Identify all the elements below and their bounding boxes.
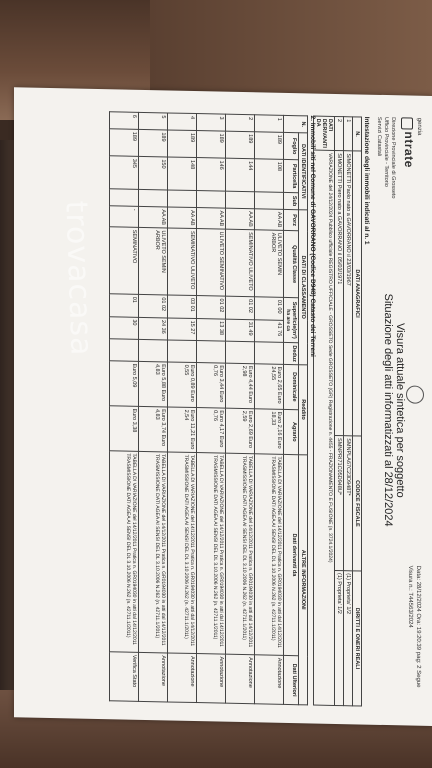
parcel-qualita: ULIVETO SEMIN ARBOR (139, 227, 168, 295)
owners-col-n: N. (353, 117, 362, 151)
parcel-agrario: Euro 3,38 (110, 405, 139, 451)
parcel-ulteriori: Annotazione (168, 653, 197, 703)
owner-name: SIMONETTI Paolo nato a GAVORRANO il 23/03/1967 (344, 151, 353, 436)
logo-icon (401, 117, 413, 129)
parcel-deduz (139, 340, 168, 362)
col-porz: Porz (284, 209, 299, 230)
parcel-n: 6 (110, 112, 139, 130)
section1-title: Intestazione degli immobili indicati al n. 1 (363, 116, 370, 245)
parcel-derivanti: TABELLA DI VARIAZIONE del 14/12/2011 Pratica n. GR0194030 in atti dal 14/12/2011 TRASMISSIONE DATI AGEA AI SENSI DEL DL 3.10.2006 N.262 (n. 42711.1/2011) (255, 454, 284, 656)
parcel-agrario: Euro 2,69 Euro 2,59 (226, 408, 255, 454)
parcel-sup-ca: 41 76 (255, 319, 284, 342)
parcel-n: 4 (168, 113, 197, 131)
parcel-sup-ha: 01 (110, 294, 139, 317)
table-row (344, 117, 353, 706)
parcel-sup-ha: 01 02 (226, 296, 255, 319)
title-text: Visura attuale sintetica per soggetto (394, 322, 406, 498)
parcel-particella: 150 (139, 156, 168, 190)
parcel-sup-ca: 24 36 (139, 317, 168, 340)
parcel-deduz (168, 340, 197, 362)
parcel-porz: AA AB (139, 206, 168, 228)
parcel-sub (139, 189, 168, 207)
parcel-derivanti: TABELLA DI VARIAZIONE del 14/12/2011 Pratica n. GR0194030 in atti dal 14/12/2011 TRASMISSIONE DATI AGEA AI SENSI DEL DL 3.10.2006 N.262 (n. 42711.1/2011) (139, 451, 168, 653)
col-particella: Particella (284, 159, 299, 192)
col-superficie (284, 297, 299, 343)
parcels-body (110, 112, 284, 705)
col-superficie-units: ha are ca (285, 309, 291, 332)
parcel-ulteriori: Annotazione (197, 654, 226, 704)
parcel-foglio: 189 (139, 129, 168, 157)
parcel-qualita: SEMINATIVO ULIVETO (226, 229, 255, 297)
parcel-porz: AA AB (168, 207, 197, 229)
document-photo (14, 96, 432, 726)
seal-icon (406, 385, 424, 403)
group-classamento: DATI DI CLASSAMENTO (299, 210, 308, 365)
parcel-deduz (197, 341, 226, 363)
parcel-foglio: 189 (255, 132, 284, 160)
parcel-n: 1 (255, 115, 284, 133)
watermark: trovacasa (58, 200, 99, 357)
owners-col-diritti: DIRITTI E ONERI REALI (353, 571, 362, 706)
owners-header-row (353, 117, 362, 706)
parcel-sup-ca: 30 (110, 316, 139, 339)
parcel-qualita: SEMINATIVO (110, 227, 139, 295)
parcel-agrario: Euro 11,21 Euro 2,54 (168, 407, 197, 453)
parcel-sup-ha: 01 02 (139, 294, 168, 317)
parcel-foglio: 189 (197, 131, 226, 159)
owners-col-cf: CODICE FISCALE (353, 436, 362, 571)
date-block (406, 565, 422, 687)
parcel-n: 5 (139, 112, 168, 130)
parcels-group-row (299, 116, 308, 705)
table-row (255, 115, 284, 705)
parcel-sub (255, 192, 284, 210)
parcel-dominicale: Euro 2,65 Euro 24,55 (255, 364, 284, 410)
col-sub: Sub (284, 192, 299, 209)
parcel-sub (226, 191, 255, 209)
col-dominicale: Dominicale (284, 364, 299, 409)
col-superficie-text: Superficie(m²) (291, 301, 297, 339)
parcel-sup-ha: 01 02 (197, 296, 226, 319)
parcel-ulteriori: Annotazione (139, 652, 168, 702)
table-row (139, 112, 168, 702)
parcel-sub (110, 189, 139, 207)
parcel-derivanti: TABELLA DI VARIAZIONE del 14/12/2011 Pratica n. GR0194030 in atti dal 14/12/2011 TRASMISSIONE DATI AGEA AI SENSI DEL DL 3.10.2006 N.262 (n. 42711.1/2011) (197, 452, 226, 654)
logo-brand-text: ntrate (402, 131, 416, 169)
col-qualita: Qualità Classe (284, 230, 299, 297)
table-row (110, 112, 139, 702)
agenzia-entrate-logo (401, 117, 422, 179)
parcel-particella: 108 (255, 159, 284, 193)
table-row (168, 113, 197, 703)
table-row (226, 114, 255, 704)
parcel-dominicale: Euro 0,89 Euro 0,55 (168, 362, 197, 408)
office-block (375, 117, 396, 199)
group-altre: ALTRE INFORMAZIONI (299, 454, 308, 704)
parcel-porz: AA AB (226, 208, 255, 230)
logo-top-text: genzia (416, 117, 422, 136)
group-identificativi: DATI IDENTIFICATIVI (299, 133, 308, 210)
owner-name: SIMONETTI Piero nato a GAVORRANO il 05/03/1971 (335, 151, 344, 436)
parcel-foglio: 189 (168, 130, 197, 158)
parcel-n: 3 (197, 114, 226, 132)
parcel-qualita: ULIVETO SEMIN ARBOR (255, 230, 284, 298)
parcel-derivanti: TABELLA DI VARIAZIONE del 14/12/2011 Pratica n. GR0194030 in atti dal 14/12/2011 TRASMISSIONE DATI AGEA AI SENSI DEL DL 3.10.2006 N.262 (n. 42711.1/2011) (110, 450, 139, 652)
parcel-particella: 146 (197, 158, 226, 192)
col-derivanti: Dati derivanti da (284, 454, 299, 656)
parcel-derivanti: TABELLA DI VARIAZIONE del 14/12/2011 Pratica n. GR0194030 in atti dal 14/12/2011 TRASMISSIONE DATI AGEA AI SENSI DEL DL 3.10.2006 N.262 (n. 42711.1/2011) (168, 452, 197, 654)
parcel-ulteriori: Annotazione (226, 654, 255, 704)
parcel-sub (197, 191, 226, 209)
direzione-text: Direzione Provinciale di Grosseto (390, 117, 396, 199)
derived-note: VARIAZIONE del 24/12/2024 Pubblico ufficiale REGISTRO UFFICIALE - GROSSETO Sede GROSSETO (GR) Registrazione n. 4455 - FRAZIONAMENTO E FUSIONE (n. 3724.1/2024) (314, 150, 335, 705)
col-n: N. (284, 115, 308, 133)
parcel-porz: AA AB (255, 209, 284, 231)
owner-diritti: (1) Proprieta' 1/2 (335, 570, 344, 705)
date-text: Data: 28/12/2024 Ora: 19:20:39 (415, 565, 421, 651)
parcel-agrario: Euro 4,17 Euro 0,76 (197, 407, 226, 453)
parcel-deduz (110, 339, 139, 361)
ufficio-text: Ufficio Provinciale - Territorio (383, 116, 389, 187)
parcel-qualita: SEMINATIVO ULIVETO (168, 228, 197, 296)
col-deduz: Deduz (284, 343, 299, 365)
parcel-n: 2 (226, 114, 255, 132)
parcel-particella: 144 (226, 158, 255, 192)
parcel-porz: - (110, 206, 139, 228)
page-text: pag: 2 Segue (415, 651, 421, 688)
parcel-particella: 345 (110, 156, 139, 190)
parcel-ulteriori: Verifica Stato (110, 652, 139, 702)
subtitle-text: Situazione degli atti informatizzati al 28/12/2024 (382, 293, 394, 527)
table-row (335, 116, 344, 705)
parcel-sup-ca: 15 27 (168, 318, 197, 341)
parcel-dominicale: Euro 5,09 (110, 360, 139, 406)
table-row (197, 114, 226, 704)
document-title (382, 245, 406, 576)
parcel-dominicale: Euro 3,44 Euro 0,76 (197, 362, 226, 408)
parcel-sup-ca: 13 38 (197, 318, 226, 341)
owner-cf: SMNPLA67C23D948T* (344, 436, 353, 571)
owner-cf: SMNPRI71C05D948U* (335, 435, 344, 570)
visura-document (14, 87, 432, 726)
owner-diritti: (1) Proprieta' 1/2 (344, 571, 353, 706)
parcel-sup-ha: 01 00 (255, 297, 284, 320)
parcel-agrario: Euro 3,74 Euro 4,83 (139, 406, 168, 452)
table-row (314, 116, 335, 705)
parcel-dominicale: Euro 4,44 Euro 2,98 (226, 363, 255, 409)
parcel-qualita: ULIVETO SEMINATIVO (197, 229, 226, 297)
owners-table (313, 116, 362, 707)
parcel-deduz (255, 342, 284, 364)
section2-title: 2. Immobili siti nel Comune di GAVORRANO (Codice D948) Catasto dei Terreni (309, 115, 316, 357)
parcel-sup-ca: 31 49 (226, 319, 255, 342)
parcels-table (109, 111, 308, 705)
owners-col-anagrafici: DATI ANAGRAFICI (353, 151, 362, 436)
group-reddito: Reddito (299, 364, 308, 454)
owner-n: 1 (344, 117, 353, 151)
col-agrario: Agrario (284, 409, 299, 454)
parcel-foglio: 189 (110, 129, 139, 157)
parcel-foglio: 189 (226, 131, 255, 159)
visura-number: Visura n.: T44563/2024 (407, 565, 413, 628)
servizi-text: Servizi Catastali (376, 116, 382, 157)
parcel-sup-ha: 03 01 (168, 295, 197, 318)
col-foglio: Foglio (284, 132, 299, 159)
parcel-deduz (226, 341, 255, 363)
parcel-dominicale: Euro 5,88 Euro 4,83 (139, 361, 168, 407)
parcel-porz: AA AB (197, 208, 226, 230)
derived-label-text: DATI DERIVANTI DA (315, 118, 333, 149)
parcel-particella: 148 (168, 157, 197, 191)
parcel-ulteriori: Annotazione (255, 655, 284, 705)
derived-label (314, 116, 335, 151)
parcel-sub (168, 190, 197, 208)
owner-n: 2 (335, 116, 344, 150)
parcel-agrario: Euro 2,16 Euro 18,33 (255, 409, 284, 455)
col-ulteriori: Dati Ulteriori (284, 655, 299, 704)
parcels-header-row (284, 115, 299, 704)
parcel-derivanti: TABELLA DI VARIAZIONE del 14/12/2011 Pratica n. GR0194030 in atti dal 14/12/2011 TRASMISSIONE DATI AGEA AI SENSI DEL DL 3.10.2006 N.262 (n. 42711.1/2011) (226, 453, 255, 655)
